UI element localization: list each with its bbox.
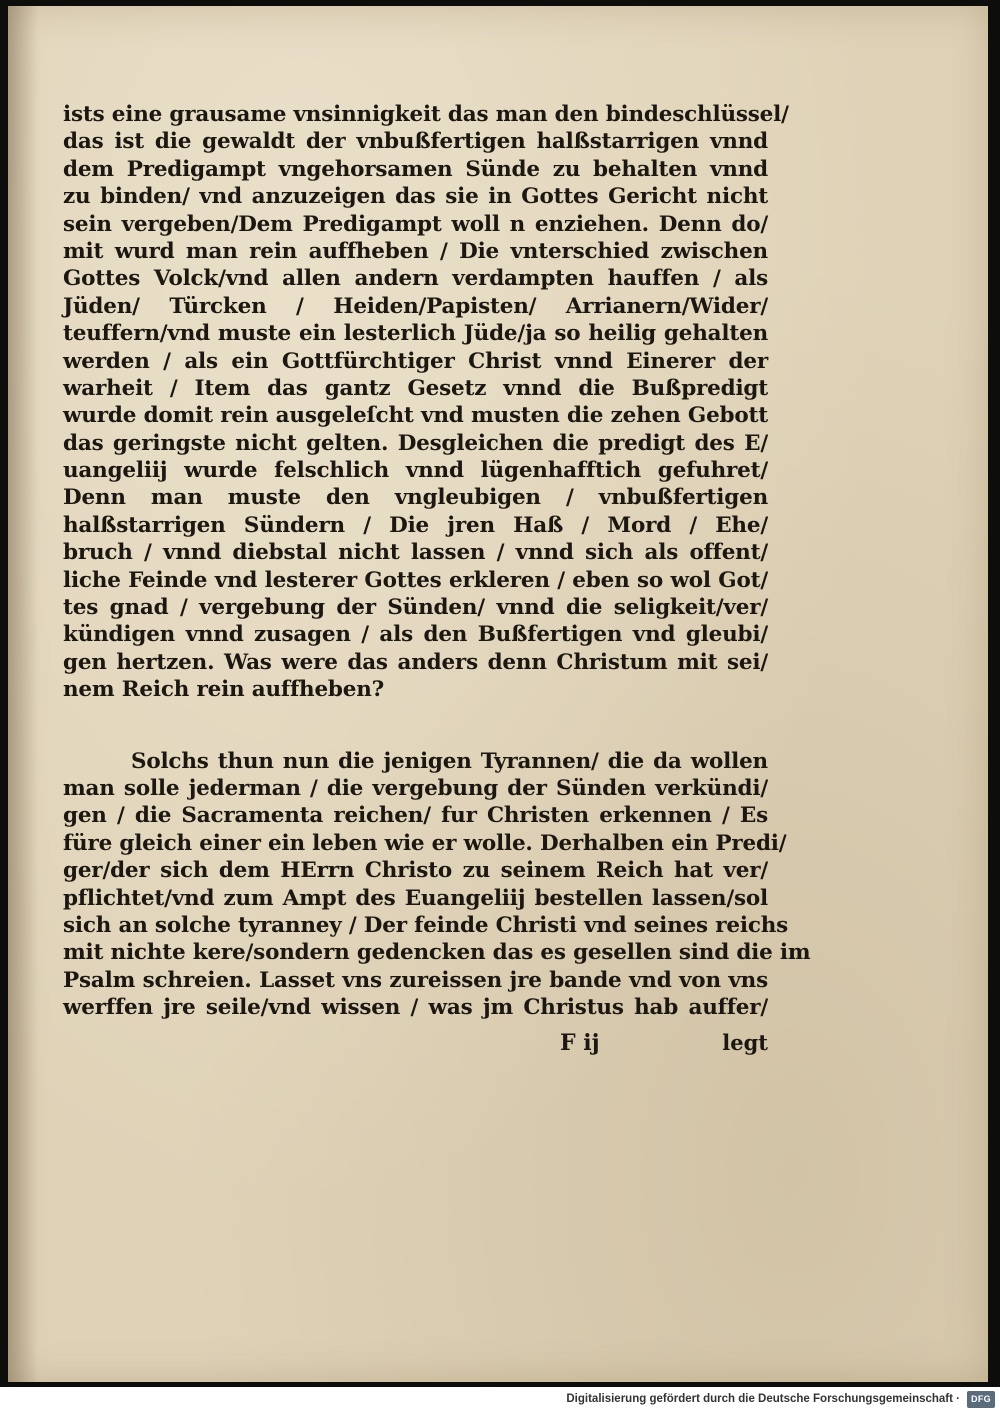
paragraph-gap — [63, 704, 768, 748]
text-line: sein vergeben/Dem Predigampt woll n enziehen. Denn do/ — [63, 211, 768, 237]
text-line: das geringste nicht gelten. Desgleichen die predigt des E/ — [63, 430, 768, 456]
text-line: mit wurd man rein auffheben / Die vnterschied zwischen — [63, 238, 768, 264]
paragraph-1 — [63, 101, 789, 704]
text-line: gen / die Sacramenta reichen/ fur Christen erkennen / Es — [63, 803, 768, 829]
page-text — [63, 101, 811, 1060]
text-line: tes gnad / vergebung der Sünden/ vnnd die seligkeit/ver/ — [63, 595, 768, 621]
paragraph-2 — [63, 748, 811, 1022]
text-line: werden / als ein Gottfürchtiger Christ vnnd Einerer der — [63, 348, 768, 374]
text-line: liche Feinde vnd lesterer Gottes erkleren / eben so wol Got/ — [63, 567, 768, 593]
text-line: warheit / Item das gantz Gesetz vnnd die Bußpredigt — [63, 375, 768, 401]
text-line: teuffern/vnd muste ein lesterlich Jüde/ja so heilig gehalten — [63, 321, 768, 347]
text-line: Gottes Volck/vnd allen andern verdampten hauffen / als — [63, 266, 768, 292]
text-line: wurde domit rein ausgeleſcht vnd musten die zehen Gebott — [63, 403, 768, 429]
text-line: mit nichte kere/sondern gedencken das es gesellen sind die im — [63, 940, 811, 966]
text-line: bruch / vnnd diebstal nicht lassen / vnnd sich als offent/ — [63, 540, 768, 566]
text-line: Jüden/ Türcken / Heiden/Papisten/ Arrianern/Wider/ — [63, 293, 768, 319]
text-line: nem Reich rein auffheben? — [63, 677, 385, 703]
funding-credit: Digitalisierung gefördert durch die Deutsche Forschungsgemeinschaft · — [566, 1393, 960, 1405]
text-line: kündigen vnnd zusagen / als den Bußfertigen vnd gleubi/ — [63, 622, 768, 648]
text-line: Solchs thun nun die jenigen Tyrannen/ die da wollen — [131, 748, 768, 774]
text-line: Denn man muste den vngleubigen / vnbußfertigen — [63, 485, 768, 511]
book-page — [8, 6, 988, 1382]
dfg-logo-icon: DFG — [967, 1391, 995, 1408]
text-line: Psalm schreien. Lasset vns zureissen jre bande vnd von vns — [63, 967, 768, 993]
text-line: dem Predigampt vngehorsamen Sünde zu behalten vnnd — [63, 156, 768, 182]
text-line: halßstarrigen Sündern / Die jren Haß / Mord / Ehe/ — [63, 512, 768, 538]
text-line: sich an solche tyranney / Der feinde Christi vnd seines reichs — [63, 912, 789, 938]
text-line: pflichtet/vnd zum Ampt des Euangeliij bestellen lassen/sol — [63, 885, 768, 911]
text-line: uangeliij wurde felschlich vnnd lügenhafftich gefuhret/ — [63, 458, 768, 484]
text-line: füre gleich einer ein leben wie er wolle. Derhalben ein Predi/ — [63, 830, 787, 856]
text-line: gen hertzen. Was were das anders denn Christum mit sei/ — [63, 649, 768, 675]
spine-shadow — [8, 6, 38, 1382]
text-line: ists eine grausame vnsinnigkeit das man den bindeschlüssel/ — [63, 102, 789, 127]
text-line: man solle jederman / die vergebung der Sünden verkündi/ — [63, 775, 768, 801]
text-line: werffen jre seile/vnd wissen / was jm Christus hab auffer/ — [63, 995, 768, 1021]
catchword: legt — [722, 1029, 768, 1055]
text-line: das ist die gewaldt der vnbußfertigen halßstarrigen vnnd — [63, 129, 768, 155]
text-line: ger/der sich dem HErrn Christo zu seinem Reich hat ver/ — [63, 858, 768, 884]
footer-bar — [0, 1387, 1000, 1413]
catchline — [63, 1026, 768, 1060]
signature-mark: F ij — [560, 1029, 600, 1056]
text-line: zu binden/ vnd anzuzeigen das sie in Gottes Gericht nicht — [63, 184, 768, 210]
